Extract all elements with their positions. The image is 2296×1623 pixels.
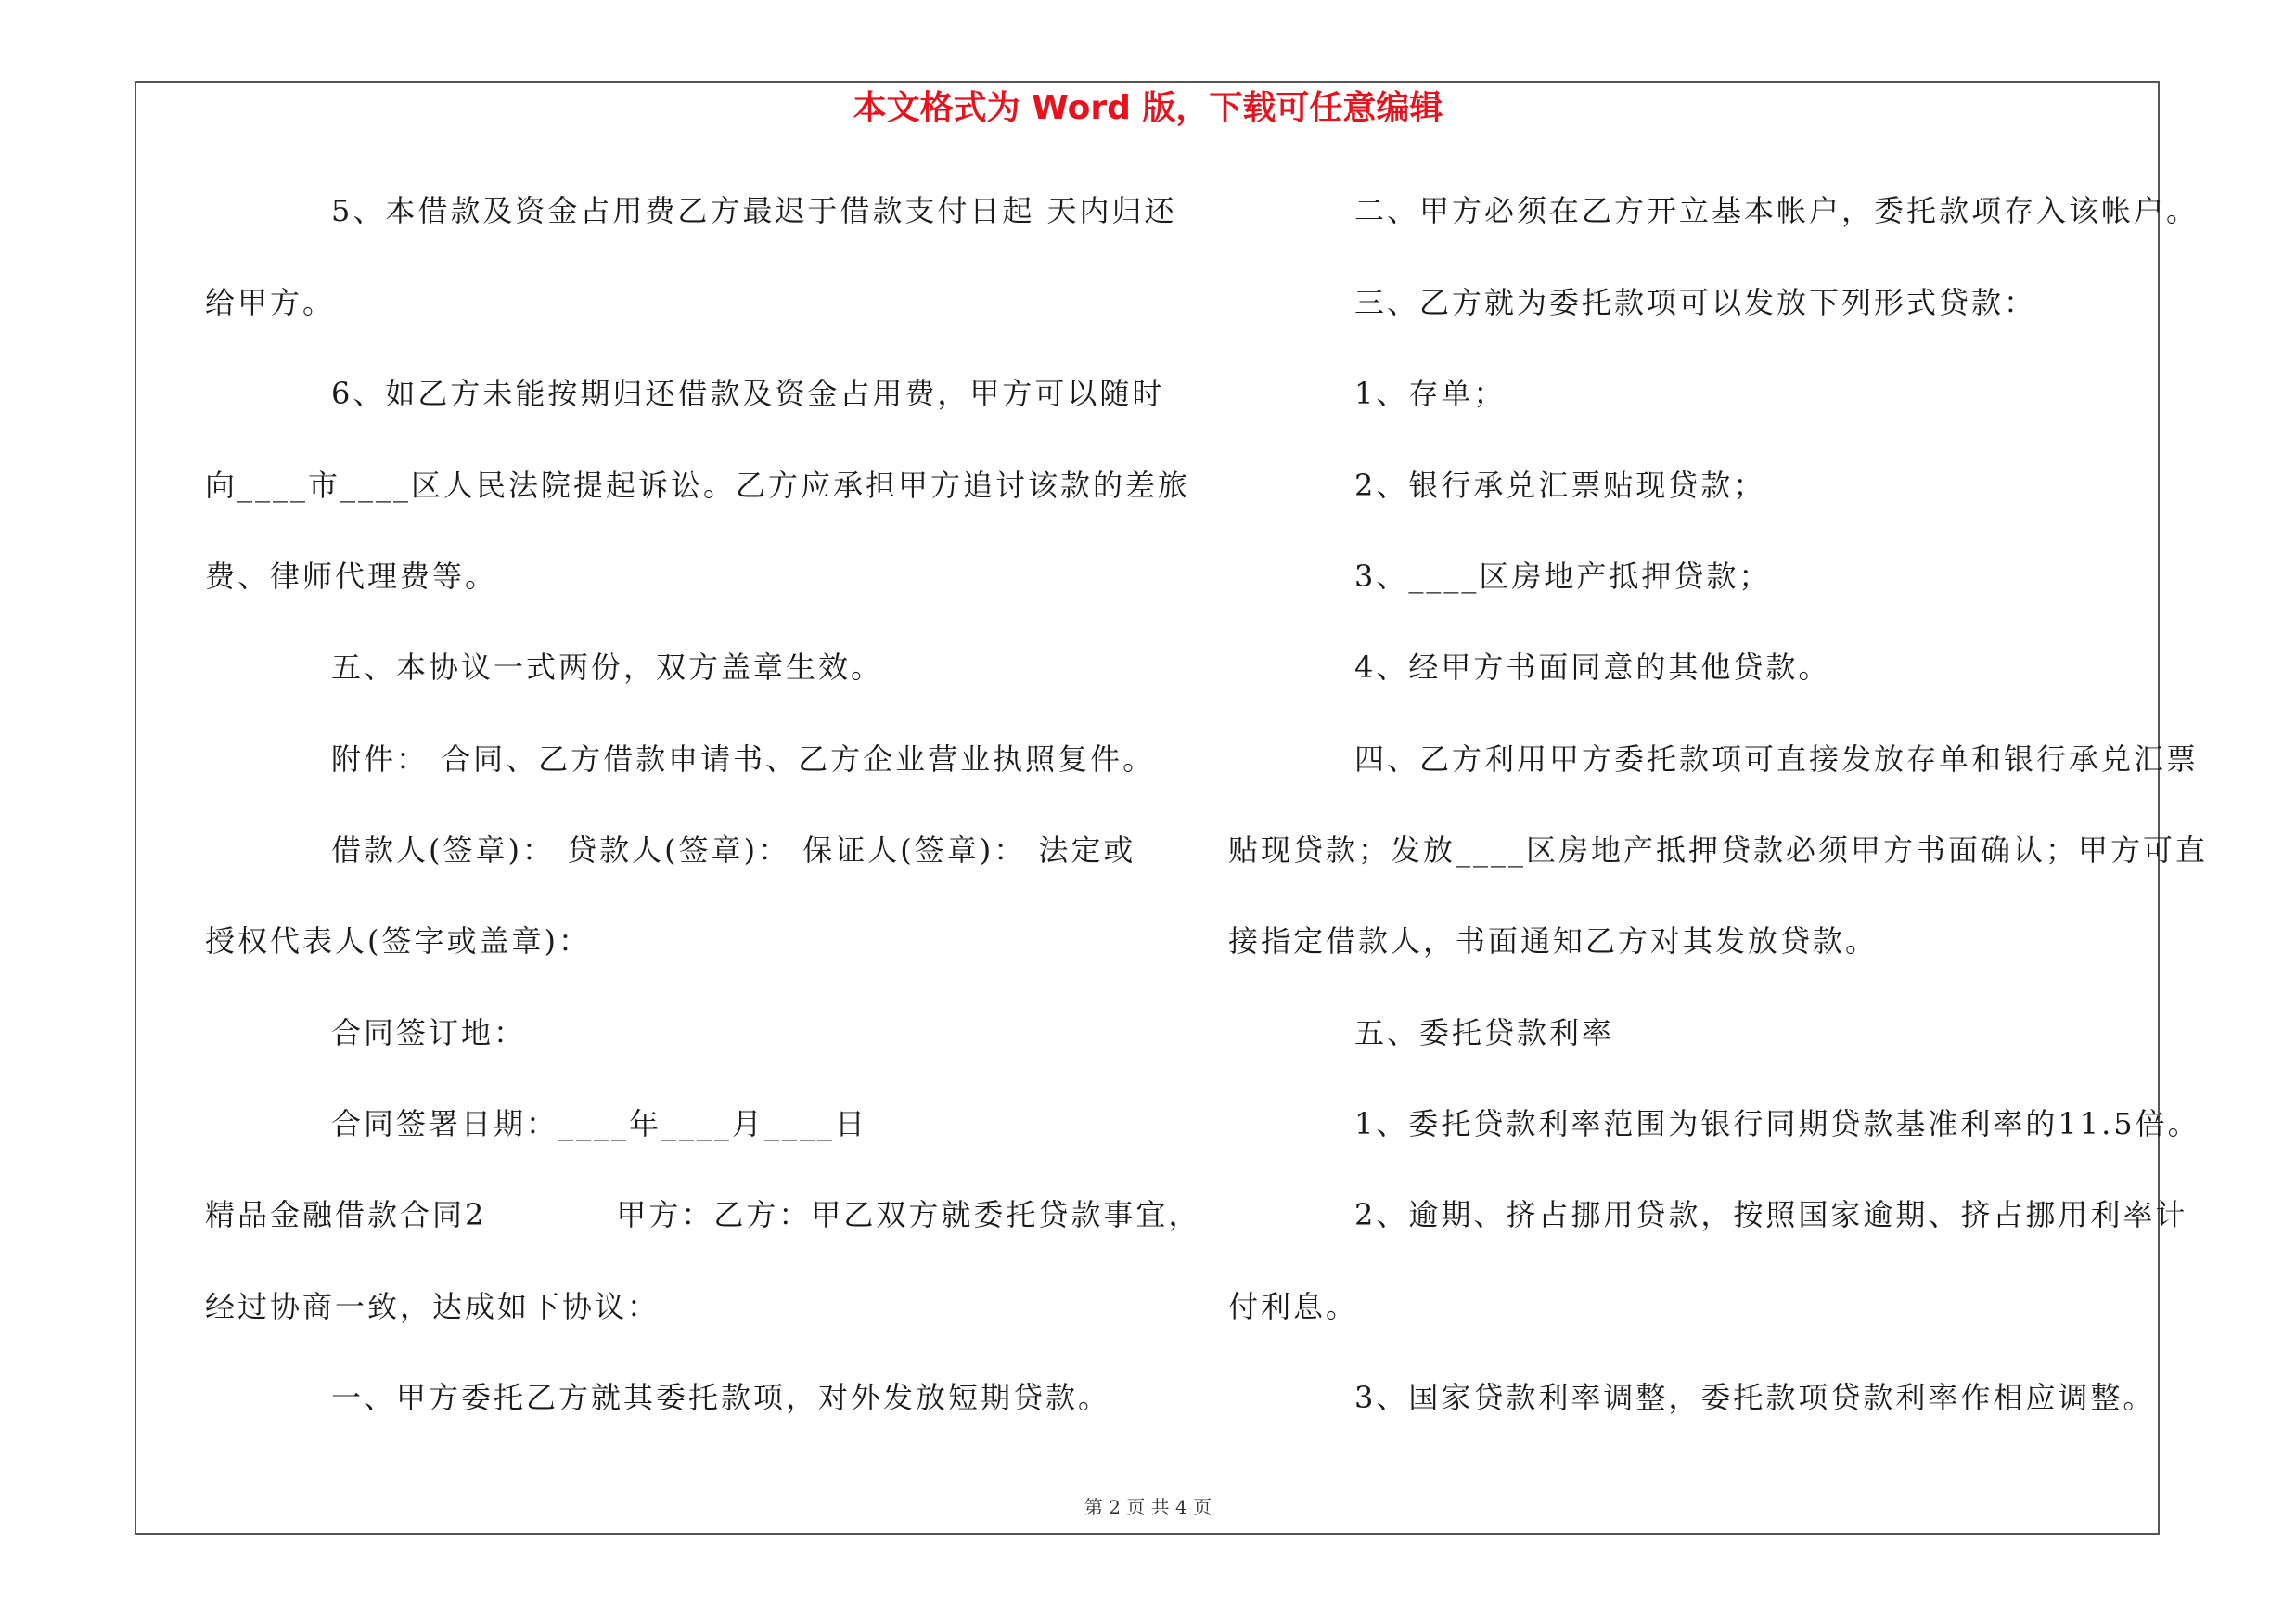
text-line: 1、委托贷款利率范围为银行同期贷款基准利率的11.5倍。 [1354, 1106, 2200, 1141]
text-line: 合同签署日期：____年____月____日 [331, 1106, 868, 1141]
text-line: 4、经甲方书面同意的其他贷款。 [1354, 650, 1831, 685]
text-line: 借款人(签章)： 贷款人(签章)： 保证人(签章)： 法定或 [331, 832, 1136, 868]
text-line: 1、存单； [1354, 376, 1507, 411]
text-line: 5、本借款及资金占用费乙方最迟于借款支付日起 天内归还 [331, 193, 1177, 228]
text-line: 向____市____区人民法院提起诉讼。乙方应承担甲方追讨该款的差旅 [205, 468, 1191, 503]
text-line: 合同签订地： [331, 1015, 527, 1050]
text-line: 2、逾期、挤占挪用贷款，按照国家逾期、挤占挪用利率计 [1354, 1197, 2188, 1232]
text-line: 四、乙方利用甲方委托款项可直接发放存单和银行承兑汇票 [1354, 741, 2200, 777]
text-line: 接指定借款人，书面通知乙方对其发放贷款。 [1228, 923, 1879, 959]
text-line: 3、____区房地产抵押贷款； [1354, 559, 1772, 594]
text-line: 3、国家贷款利率调整，委托款项贷款利率作相应调整。 [1354, 1380, 2156, 1415]
text-line: 给甲方。 [205, 285, 336, 320]
text-line: 授权代表人(签字或盖章)： [205, 923, 591, 959]
text-line: 贴现贷款；发放____区房地产抵押贷款必须甲方书面确认；甲方可直 [1228, 832, 2209, 868]
text-line: 一、甲方委托乙方就其委托款项，对外发放短期贷款。 [331, 1380, 1111, 1415]
text-line: 6、如乙方未能按期归还借款及资金占用费，甲方可以随时 [331, 376, 1165, 411]
text-line: 经过协商一致，达成如下协议： [205, 1289, 661, 1324]
banner-notice: 本文格式为 Word 版，下载可任意编辑 [853, 89, 1443, 127]
text-line: 三、乙方就为委托款项可以发放下列形式贷款： [1354, 285, 2037, 320]
text-line: 费、律师代理费等。 [205, 559, 498, 594]
text-line: 精品金融借款合同2 甲方：乙方：甲乙双方就委托贷款事宜， [205, 1197, 1201, 1232]
text-line: 五、本协议一式两份，双方盖章生效。 [331, 650, 884, 685]
page-number: 第 2 页 共 4 页 [1084, 1496, 1212, 1518]
text-line: 2、银行承兑汇票贴现贷款； [1354, 468, 1766, 503]
text-line: 五、委托贷款利率 [1354, 1015, 1615, 1050]
text-line: 付利息。 [1228, 1289, 1359, 1324]
text-line: 附件： 合同、乙方借款申请书、乙方企业营业执照复件。 [331, 741, 1156, 777]
text-line: 二、甲方必须在乙方开立基本帐户，委托款项存入该帐户。 [1354, 193, 2200, 228]
